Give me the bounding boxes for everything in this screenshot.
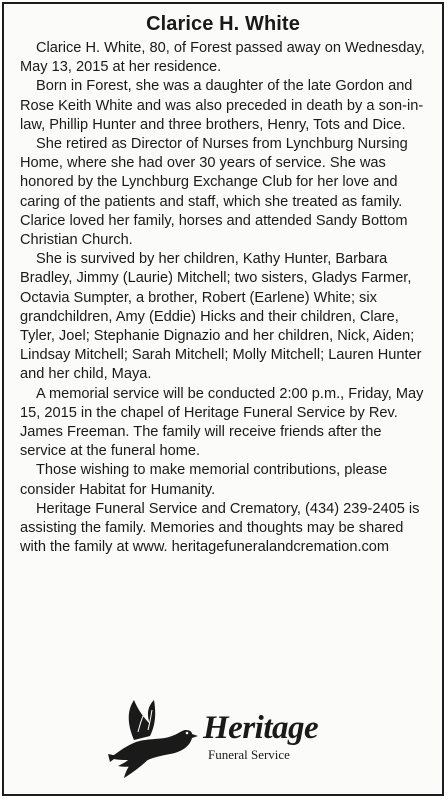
obituary-clipping [2, 2, 444, 796]
obituary-title: Clarice H. White [146, 13, 300, 35]
paragraph-passing: Clarice H. White, 80, of Forest passed away on Wednesday, May 13, 2015 at her residence. [20, 40, 425, 76]
paragraph-career: She retired as Director of Nurses from Lynchburg Nursing Home, where she had over 30 years of service. She was honored by the Lynchburg Exchange Club for her love and caring of the patients and staff, which she treated as family. Clarice loved her family, horses and attended Sandy Bottom Christian Church. [20, 136, 408, 249]
paragraph-funeral-home: Heritage Funeral Service and Crematory, (434) 239-2405 is assisting the family. Memories and thoughts may be shared with the family at www. heritagefuneralandcremation.com [20, 500, 420, 556]
paragraph-memorial-service: A memorial service will be conducted 2:00 p.m., Friday, May 15, 2015 in the chapel of Heritage Funeral Service by Rev. James Freeman. The family will receive friends after the service at the funeral home. [20, 385, 424, 460]
paragraph-family-history: Born in Forest, she was a daughter of the late Gordon and Rose Keith White and was also preceded in death by a son-in-law, Phillip Hunter and three brothers, Henry, Tots and Dice. [20, 78, 424, 133]
dove-icon [104, 696, 200, 780]
obituary-body [4, 39, 442, 557]
logo-subtitle: Funeral Service [208, 747, 290, 762]
paragraph-survivors: She is survived by her children, Kathy Hunter, Barbara Bradley, Jimmy (Laurie) Mitchell; two sisters, Gladys Farmer, Octavia Sumpter, a brother, Robert (Earlene) White; six grandchildren, Amy (Eddie) Hicks and their children, Clare, Tyler, Joel; Stephanie Dignazio and her children, Nick, Aiden; Lindsay Mitchell; Sarah Mitchell; Molly Mitchell; Lauren Hunter and her child, Maya. [20, 251, 422, 383]
paragraph-contributions: Those wishing to make memorial contributions, please consider Habitat for Humanity. [20, 462, 388, 498]
logo-name: Heritage [203, 710, 319, 746]
heritage-logo [104, 696, 344, 786]
